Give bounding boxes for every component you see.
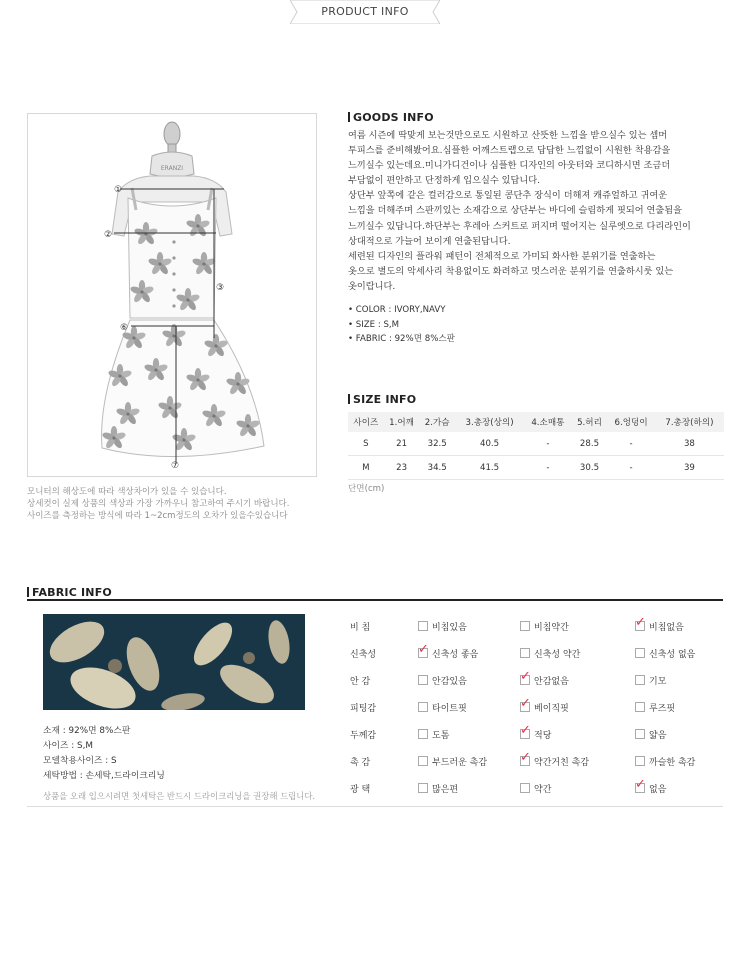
check-mark-icon: ✓ [520,696,531,711]
checkbox-icon [418,783,428,793]
checkbox-icon [418,702,428,712]
fabric-model-size: 모델착용사이즈 : S [43,756,117,766]
fabric-option [520,750,590,768]
size-table [348,412,724,480]
size-table-row [348,432,724,456]
size-cell: S [348,432,384,456]
option-label: 약간 [534,785,552,795]
size-col-header: 3.총장(상의) [455,412,524,432]
checkbox-icon [418,642,429,658]
option-label: 베이직핏 [534,704,569,714]
size-table-row [348,456,724,480]
option-label: 비침있음 [432,623,467,633]
size-col-header: 2.가슴 [419,412,455,432]
option-label: 안감있음 [432,677,467,687]
fabric-option [520,669,569,687]
size-col-header: 5.허리 [572,412,608,432]
size-col-header: 4.소매통 [524,412,572,432]
fabric-option [520,723,552,741]
fabric-option [418,755,487,768]
fabric-option [520,620,569,633]
description-line: 느끼실수 있는데요.미니가디건이나 심플한 디자인의 아웃터와 코디하시면 조금더 [348,160,671,172]
size-cell: - [607,432,655,456]
checkbox-icon [635,615,646,631]
description-line: 느낌을 더해주며 스판끼있는 소재감으로 상단부는 바디에 슬림하게 핏되어 연출됨을 [348,205,682,217]
option-label: 까슬한 촉감 [649,758,696,768]
fabric-option [418,782,458,795]
size-cell: 21 [384,432,420,456]
option-label: 비침약간 [534,623,569,633]
attr-label: 광 택 [350,785,371,795]
checkbox-icon [418,756,428,766]
checkbox-icon [635,777,646,793]
size-cell: - [524,456,572,480]
check-mark-icon: ✓ [418,642,429,657]
fabric-option [635,615,684,633]
attr-label: 신축성 [350,650,377,660]
measure-marker-shoulder: ① [114,185,123,195]
size-cell: 38 [655,432,724,456]
fabric-sizes: 사이즈 : S,M [43,741,94,751]
check-mark-icon: ✓ [520,669,531,684]
checkbox-icon [635,648,645,658]
size-col-header: 7.총장(하의) [655,412,724,432]
description-line: 옷이랍니다. [348,280,396,292]
size-cell: 28.5 [572,432,608,456]
attr-label: 안 감 [350,677,371,687]
spec-size: • SIZE : S,M [348,319,400,330]
disclaimer-line: 모니터의 해상도에 따라 색상차이가 있을 수 있습니다. [27,487,227,497]
option-label: 루즈핏 [649,704,676,714]
checkbox-icon [520,621,530,631]
color-disclaimer [27,486,327,522]
measure-marker-waist: ⑥ [120,323,129,333]
fabric-closeup-illustration [43,614,305,710]
fabric-option [418,620,467,633]
checkbox-icon [520,669,531,685]
fabric-row-gloss [350,777,730,807]
fabric-row-fit [350,696,730,726]
option-label: 신축성 약간 [534,650,581,660]
description-line: 느끼실수 있답니다.하단부는 후레아 스커트로 퍼지며 떨어지는 실루엣으로 다리라인이 [348,220,691,232]
checkbox-icon [635,675,645,685]
fabric-row-thickness [350,723,730,753]
option-label: 타이트핏 [432,704,467,714]
size-info-heading: SIZE INFO [348,393,416,406]
description-line: 부담없이 편안하고 단정하게 입으실수 있답니다. [348,175,541,187]
attr-label: 비 침 [350,623,371,633]
care-note: 상품을 오래 입으시려면 첫세탁은 반드시 드라이크리닝을 권장해 드립니다. [43,791,316,801]
fabric-option [418,728,449,741]
fabric-option [520,696,569,714]
option-label: 기모 [649,677,667,687]
checkbox-icon [520,648,530,658]
fabric-row-lining [350,669,730,699]
disclaimer-line: 사이즈를 측정하는 방식에 따라 1~2cm정도의 오차가 있을수있습니다 [27,511,288,521]
fabric-details [43,724,165,784]
fabric-option [418,642,479,660]
fabric-option [635,755,695,768]
size-cell: 30.5 [572,456,608,480]
size-col-header: 6.엉덩이 [607,412,655,432]
description-line: 상단부 앞쪽에 같은 컬러감으로 통일된 콩단추 장식이 더해져 캐쥬얼하고 귀여운 [348,190,668,202]
goods-description [348,128,728,294]
attr-label: 두께감 [350,731,377,741]
spec-fabric: • FABRIC : 92%면 8%스판 [348,334,455,344]
fabric-option [635,701,675,714]
fabric-wash-method: 세탁방법 : 손세탁,드라이크리닝 [43,771,165,781]
check-mark-icon: ✓ [635,777,646,792]
option-label: 약간거친 촉감 [534,758,590,768]
attr-label: 피팅감 [350,704,377,714]
checkbox-icon [635,702,645,712]
checkbox-icon [520,783,530,793]
size-cell: - [524,432,572,456]
checkbox-icon [520,696,531,712]
checkbox-icon [418,675,428,685]
disclaimer-line: 상세컷이 실제 상품의 색상과 가장 가까우니 참고하여 주시기 바랍니다. [27,499,290,509]
fabric-option [635,728,666,741]
fabric-option [418,674,467,687]
size-table-header-row [348,412,724,432]
size-cell: 32.5 [419,432,455,456]
checkbox-icon [520,723,531,739]
size-col-header: 1.어깨 [384,412,420,432]
goods-info-heading: GOODS INFO [348,111,434,124]
checkbox-icon [418,729,428,739]
size-cell: 40.5 [455,432,524,456]
product-info-banner [290,0,440,24]
description-line: 세련된 디자인의 플라워 패턴이 전체적으로 가미되 화사한 분위기를 연출하는 [348,250,656,262]
size-col-header: 사이즈 [348,412,384,432]
fabric-option [520,782,551,795]
banner-title: PRODUCT INFO [321,5,409,18]
dress-on-mannequin-illustration [28,114,316,476]
description-line: 옷으로 별도의 악세사리 착용없이도 화려하고 멋스러운 분위기를 연출하시룻 있는 [348,265,674,277]
size-cell: M [348,456,384,480]
option-label: 적당 [534,731,552,741]
size-cell: - [607,456,655,480]
fabric-option [635,647,695,660]
measure-marker-chest: ② [104,230,113,240]
spec-list [348,303,455,347]
check-mark-icon: ✓ [520,723,531,738]
check-mark-icon: ✓ [635,615,646,630]
checkbox-icon [635,756,645,766]
option-label: 비침없음 [649,623,684,633]
option-label: 많은편 [432,785,459,795]
checkbox-icon [418,621,428,631]
description-line: 상대적으로 가늘어 보이게 연출된답니다. [348,235,511,247]
option-label: 신축성 좋음 [432,650,479,660]
option-label: 도톰 [432,731,450,741]
fabric-bottom-divider [27,806,723,807]
checkbox-icon [635,729,645,739]
fabric-option [418,701,467,714]
option-label: 얇음 [649,731,667,741]
size-cell: 39 [655,456,724,480]
fabric-row-texture [350,750,730,780]
fabric-info-heading: FABRIC INFO [27,586,112,599]
checkbox-icon [520,750,531,766]
option-label: 신축성 없음 [649,650,696,660]
size-cell: 41.5 [455,456,524,480]
size-unit-note: 단면(cm) [348,484,385,494]
fabric-swatch-image [43,614,305,710]
size-cell: 23 [384,456,420,480]
fabric-option [520,647,580,660]
fabric-option [635,674,666,687]
measure-marker-top-length: ③ [216,283,225,293]
attr-label: 촉 감 [350,758,371,768]
size-cell: 34.5 [419,456,455,480]
option-label: 부드러운 촉감 [432,758,488,768]
spec-color: • COLOR : IVORY,NAVY [348,305,446,315]
option-label: 없음 [649,785,667,795]
option-label: 안감없음 [534,677,569,687]
description-line: 여름 시즌에 딱맞게 보는것만으로도 시원하고 산뜻한 느낌을 받으실수 있는 셈머 [348,130,668,141]
fabric-section-divider [27,599,723,601]
mannequin-brand: ERANZI [160,165,184,172]
description-line: 투피스를 준비해봤어요.심플한 어깨스트랩으로 답답한 느낌없이 시원한 착용감을 [348,145,671,157]
fabric-material: 소재 : 92%면 8%스판 [43,726,131,736]
fabric-attributes-grid [350,615,730,807]
fabric-row-stretch [350,642,730,672]
product-mannequin-image [27,113,317,477]
check-mark-icon: ✓ [520,750,531,765]
measure-marker-skirt-length: ⑦ [171,461,180,471]
fabric-row-sheerness [350,615,730,645]
fabric-option [635,777,667,795]
